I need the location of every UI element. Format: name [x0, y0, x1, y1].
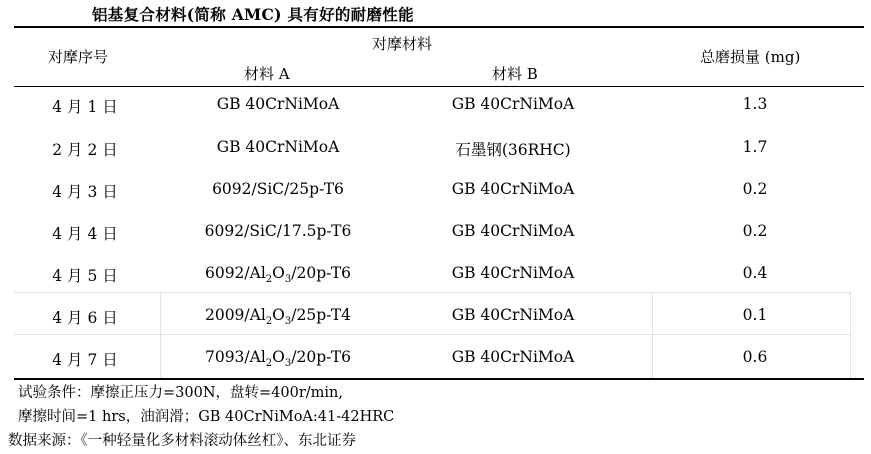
row-5-material-b: GB 40CrNiMoA: [451, 264, 575, 282]
cell-border: [652, 292, 653, 378]
row-1-material-a: GB 40CrNiMoA: [216, 95, 340, 113]
row-6-material-a-sub1: 2: [265, 316, 273, 328]
header-seq: 对摩序号: [48, 48, 109, 66]
row-4-loss: 0.2: [742, 222, 768, 240]
row-3-material-b: GB 40CrNiMoA: [451, 180, 575, 198]
header-pair: 对摩材料: [372, 35, 433, 53]
row-1-seq: 4 月 1 日: [52, 98, 118, 116]
row-7-material-b: GB 40CrNiMoA: [451, 348, 575, 366]
row-3-material-a: 6092/SiC/25p-T6: [212, 180, 344, 198]
row-4-seq: 4 月 4 日: [52, 225, 118, 243]
row-6-loss: 0.1: [742, 306, 768, 324]
row-6-material-a-mid: O: [272, 306, 285, 324]
row-1-loss: 1.3: [742, 95, 768, 113]
row-4-material-b: GB 40CrNiMoA: [451, 222, 575, 240]
row-7-material-a-sub1: 2: [265, 358, 273, 370]
table-bottom-rule: [14, 378, 864, 380]
row-6-material-b: GB 40CrNiMoA: [451, 306, 575, 324]
row-5-material-a-mid: O: [272, 264, 285, 282]
row-7-seq: 4 月 7 日: [52, 351, 118, 369]
row-5-material-a: [178, 264, 378, 285]
data-source: 数据来源：《一种轻量化多材料滚动体丝杠》、东北证券: [8, 433, 356, 449]
row-5-material-a-sub1: 2: [265, 274, 273, 286]
row-5-seq: 4 月 5 日: [52, 267, 118, 285]
row-6-material-a-sub2: 3: [284, 316, 292, 328]
row-3-loss: 0.2: [742, 180, 768, 198]
row-6-material-a-post: /25p-T4: [291, 306, 352, 324]
row-1-material-b: GB 40CrNiMoA: [451, 95, 575, 113]
row-7-loss: 0.6: [742, 348, 768, 366]
row-6-material-a-pre: 2009/Al: [204, 306, 266, 324]
row-5-material-a-sub2: 3: [284, 274, 292, 286]
header-rule: [14, 86, 864, 87]
row-5-material-a-pre: 6092/Al: [204, 264, 266, 282]
row-6-material-a: [178, 306, 378, 327]
test-conditions-line-1: 试验条件：摩擦正压力=300N，盘转=400r/min,: [18, 385, 343, 401]
row-7-material-a: [178, 348, 378, 369]
row-divider: [14, 334, 850, 335]
row-7-material-a-mid: O: [272, 348, 285, 366]
test-conditions-line-2: 摩擦时间=1 hrs，油润滑；GB 40CrNiMoA:41-42HRC: [18, 409, 395, 425]
row-divider: [14, 292, 850, 293]
table-title: 铝基复合材料(简称 AMC) 具有好的耐磨性能: [92, 5, 414, 24]
cell-border: [850, 292, 851, 378]
row-2-material-b: 石墨钢(36RHC): [455, 141, 571, 159]
header-material-b: 材料 B: [492, 65, 538, 83]
row-7-material-a-sub2: 3: [284, 358, 292, 370]
row-5-material-a-post: /20p-T6: [291, 264, 352, 282]
row-2-material-a: GB 40CrNiMoA: [216, 138, 340, 156]
row-7-material-a-pre: 7093/Al: [204, 348, 266, 366]
header-material-a: 材料 A: [244, 65, 290, 83]
header-loss: 总磨损量 (mg): [700, 48, 801, 66]
row-6-seq: 4 月 6 日: [52, 309, 118, 327]
row-4-material-a: 6092/SiC/17.5p-T6: [204, 222, 352, 240]
row-5-loss: 0.4: [742, 264, 768, 282]
row-2-loss: 1.7: [742, 138, 768, 156]
row-7-material-a-post: /20p-T6: [291, 348, 352, 366]
table-top-rule: [14, 26, 864, 28]
row-3-seq: 4 月 3 日: [52, 183, 118, 201]
row-2-seq: 2 月 2 日: [52, 141, 118, 159]
cell-border: [160, 292, 161, 378]
